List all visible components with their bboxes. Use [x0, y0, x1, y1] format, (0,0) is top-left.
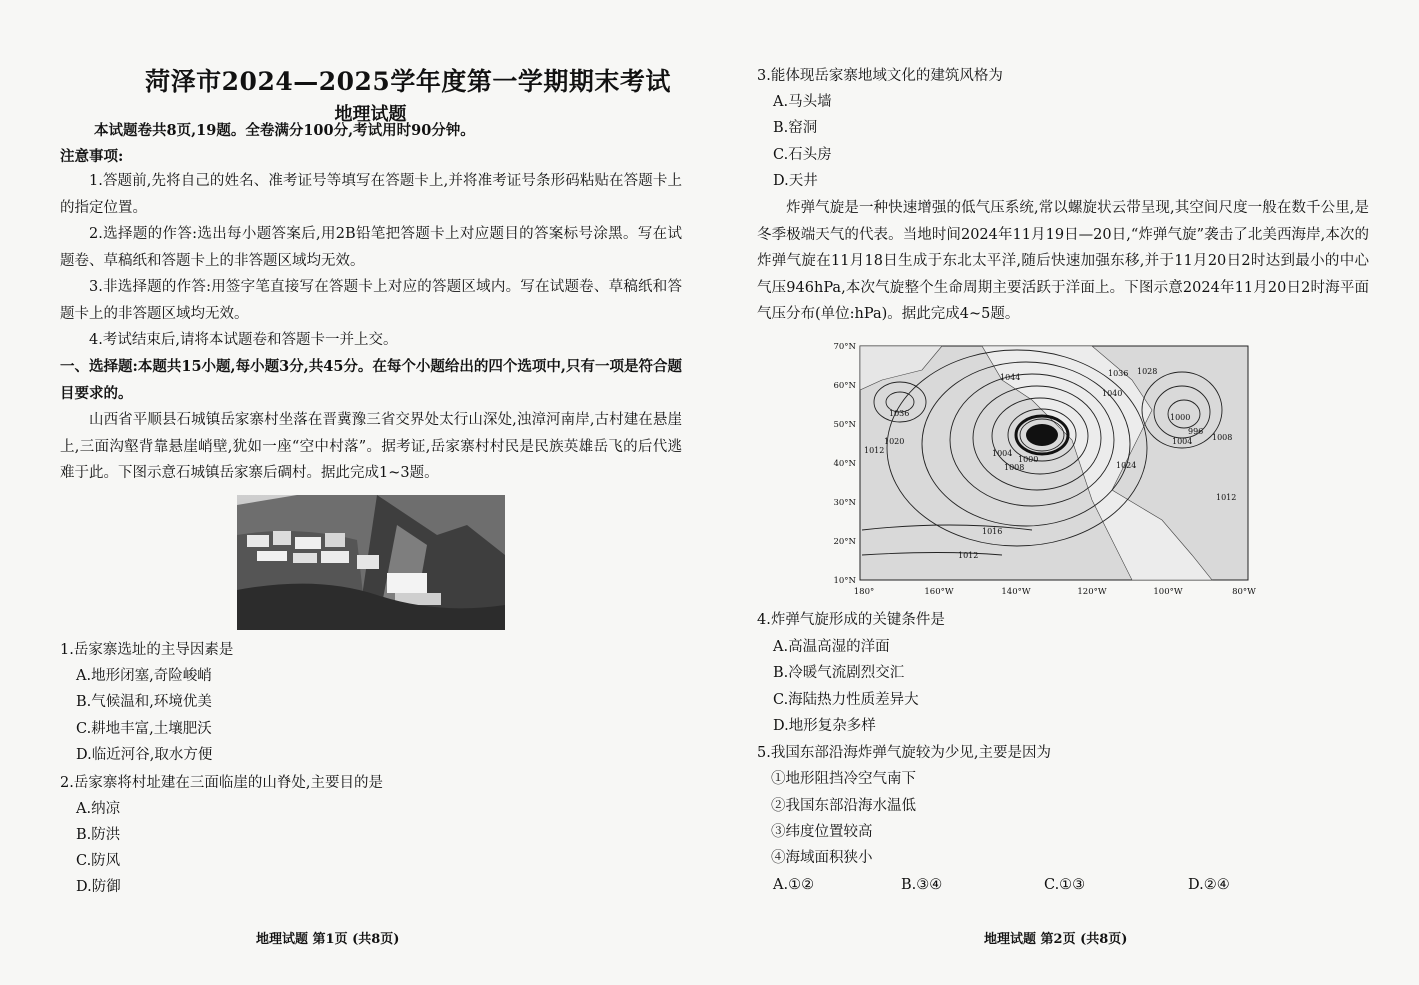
lat-label: 10°N: [833, 576, 856, 586]
q3-option-d: D.天井: [773, 173, 818, 189]
q1-stem: 1.岳家寨选址的主导因素是: [60, 642, 234, 658]
pressure-map: [832, 340, 1262, 600]
isobar-label: 996: [1188, 427, 1204, 436]
village-photo: [237, 495, 505, 630]
q3-stem: 3.能体现岳家寨地域文化的建筑风格为: [757, 68, 1003, 84]
isobar-label: 1012: [864, 446, 885, 455]
isobar-label: 1004: [992, 449, 1013, 458]
q1-option-b: B.气候温和,环境优美: [76, 694, 212, 710]
isobar-label: 1008: [1212, 433, 1233, 442]
isobar-label: 1004: [1172, 437, 1193, 446]
q4-option-b: B.冷暖气流剧烈交汇: [773, 665, 905, 681]
q5-option-b: B.③④: [901, 877, 943, 893]
q5-item-4: ④海域面积狭小: [771, 850, 873, 866]
lon-label: 160°W: [924, 587, 954, 597]
lon-label: 100°W: [1153, 587, 1183, 597]
exam-info: 本试题卷共8页,19题。全卷满分100分,考试用时90分钟。: [94, 122, 475, 139]
exam-subtitle: 地理试题: [334, 104, 407, 125]
lon-label: 80°W: [1232, 587, 1256, 597]
page-2-footer: 地理试题 第2页 (共8页): [984, 932, 1128, 947]
notice-2: 2.选择题的作答:选出每小题答案后,用2B铅笔把答题卡上对应题目的答案标号涂黑。写在试题卷、草稿纸和答题卡上的非答题区域均无效。: [60, 226, 682, 269]
isobar-label: 1028: [1137, 367, 1158, 376]
lat-label: 70°N: [833, 342, 856, 352]
q5-stem: 5.我国东部沿海炸弹气旋较为少见,主要是因为: [757, 745, 1051, 761]
isobar-label: 1000: [1170, 413, 1191, 422]
q4-option-c: C.海陆热力性质差异大: [773, 692, 919, 708]
isobar-label: 1040: [1102, 389, 1123, 398]
q5-option-d: D.②④: [1188, 877, 1230, 893]
section-heading: 一、选择题:本题共15小题,每小题3分,共45分。在每个小题给出的四个选项中,只有一项是符合题目要求的。: [60, 358, 682, 402]
isobar-label: 1024: [1116, 461, 1137, 470]
q4-option-d: D.地形复杂多样: [773, 718, 876, 734]
lat-label: 20°N: [833, 537, 856, 547]
lat-label: 60°N: [833, 381, 856, 391]
q3-option-c: C.石头房: [773, 147, 832, 163]
q5-option-a: A.①②: [773, 877, 815, 893]
lon-label: 180°: [853, 587, 875, 597]
passage-2: 炸弹气旋是一种快速增强的低气压系统,常以螺旋状云带呈现,其空间尺度一般在数千公里,是冬季极端天气的代表。当地时间2024年11月19日—20日,“炸弹气旋”袭击了北美西海岸,本次的炸弹气旋在11月18日生成于东北太平洋,随后快速加强东移,并于11月20日2时达到最小的中心气压946hPa,本次气旋整个生命周期主要活跃于洋面上。下图示意2024年11月20日2时海平面气压分布(单位:hPa)。据此完成4~5题。: [757, 200, 1369, 322]
notice-3: 3.非选择题的作答:用签字笔直接写在答题卡上对应的答题区域内。写在试题卷、草稿纸和答题卡上的非答题区域均无效。: [60, 279, 682, 322]
isobar-label: 1036: [889, 409, 910, 418]
q2-option-c: C.防风: [76, 853, 121, 869]
q5-item-1: ①地形阻挡冷空气南下: [771, 771, 916, 787]
notice-4: 4.考试结束后,请将本试题卷和答题卡一并上交。: [89, 332, 398, 348]
q1-option-c: C.耕地丰富,土壤肥沃: [76, 721, 212, 737]
lat-label: 40°N: [833, 459, 856, 469]
q4-stem: 4.炸弹气旋形成的关键条件是: [757, 612, 945, 628]
q5-item-2: ②我国东部沿海水温低: [771, 798, 916, 814]
q5-item-3: ③纬度位置较高: [771, 824, 873, 840]
lat-label: 50°N: [833, 420, 856, 430]
exam-title: 菏泽市2024—2025学年度第一学期期末考试: [145, 67, 671, 96]
isobar-label: 1020: [884, 437, 905, 446]
q1-option-d: D.临近河谷,取水方便: [76, 747, 213, 763]
q4-option-a: A.高温高湿的洋面: [773, 639, 890, 655]
q2-option-b: B.防洪: [76, 827, 121, 843]
q2-stem: 2.岳家寨将村址建在三面临崖的山脊处,主要目的是: [60, 775, 383, 791]
lat-label: 30°N: [833, 498, 856, 508]
q5-option-c: C.①③: [1044, 877, 1086, 893]
page-1-footer: 地理试题 第1页 (共8页): [256, 932, 400, 947]
isobar-label: 1012: [1216, 493, 1237, 502]
notice-heading: 注意事项:: [60, 148, 124, 165]
isobar-label: 1036: [1108, 369, 1129, 378]
q2-option-a: A.纳凉: [76, 801, 121, 817]
q1-option-a: A.地形闭塞,奇险峻峭: [76, 668, 212, 684]
lon-label: 140°W: [1001, 587, 1031, 597]
isobar-label: 1016: [982, 527, 1003, 536]
isobar-label: 1000: [1018, 455, 1039, 464]
q3-option-b: B.窑洞: [773, 120, 818, 136]
q3-option-a: A.马头墙: [773, 94, 832, 110]
passage-1: 山西省平顺县石城镇岳家寨村坐落在晋冀豫三省交界处太行山深处,浊漳河南岸,古村建在悬崖上,三面沟壑背靠悬崖峭壁,犹如一座“空中村落”。据考证,岳家寨村村民是民族英雄岳飞的后代逃难于此。下图示意石城镇岳家寨后碉村。据此完成1~3题。: [60, 412, 682, 481]
lon-label: 120°W: [1077, 587, 1107, 597]
isobar-label: 1044: [1000, 373, 1021, 382]
q2-option-d: D.防御: [76, 879, 121, 895]
notice-1: 1.答题前,先将自己的姓名、准考证号等填写在答题卡上,并将准考证号条形码粘贴在答题卡上的指定位置。: [60, 173, 682, 216]
isobar-label: 1008: [1004, 463, 1025, 472]
isobar-label: 1012: [958, 551, 979, 560]
